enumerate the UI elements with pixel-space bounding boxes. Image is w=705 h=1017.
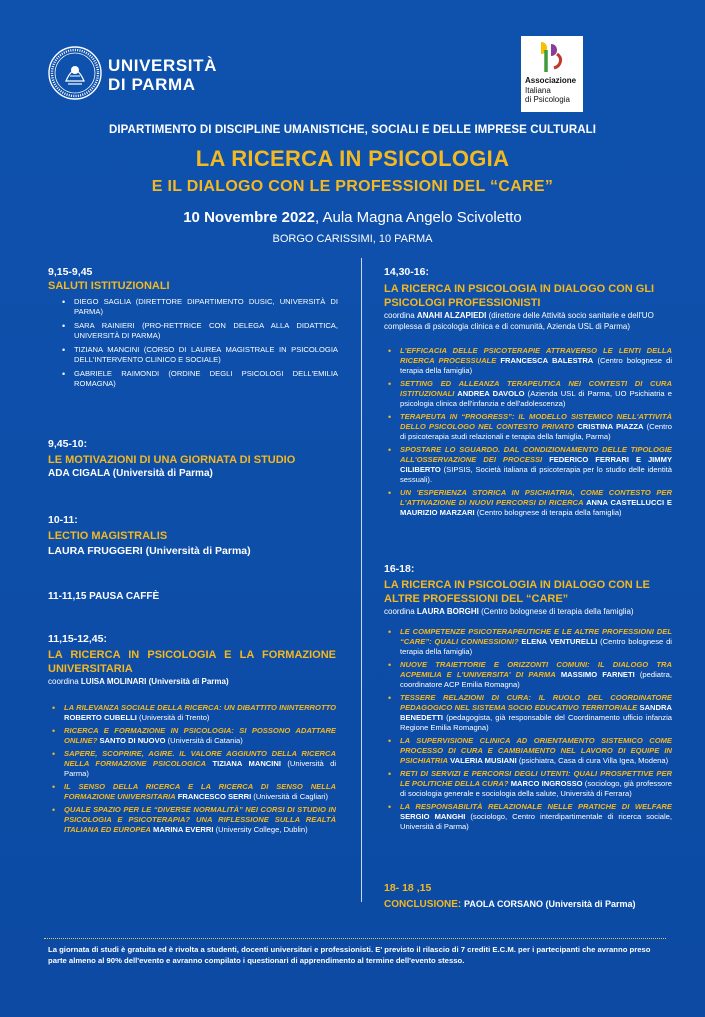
list-item [48, 805, 336, 835]
aip-name-line3: di Psicologia [525, 95, 570, 104]
talk-affiliation: (Università di Cagliari) [251, 792, 328, 801]
list-item [384, 412, 672, 442]
session-time: 9,45-10: [48, 438, 88, 450]
session-time: 16-18: [384, 563, 415, 575]
aip-name-line2: Italiana [525, 85, 551, 95]
talk-title: LA RESPONSABILITÀ RELAZIONALE NELLE PRATICHE DI WELFARE [400, 802, 672, 811]
university-name-line1: UNIVERSITÀ [108, 56, 217, 75]
talk-speaker: MASSIMO FARNETI [555, 670, 635, 679]
talk-affiliation: (Centro bolognese di terapia della famiglia) [474, 508, 622, 517]
footer-divider [44, 938, 666, 939]
session-speaker: LAURA FRUGGERI (Università di Parma) [48, 545, 251, 557]
talk-affiliation: (Centro bolognese di terapia della famiglia) [400, 637, 672, 656]
talk-affiliation: (sociologo, Centro interdipartimentale di ricerca sociale, Università di Parma) [400, 812, 672, 831]
university-name [108, 56, 217, 94]
university-seal-icon [48, 46, 102, 100]
list-item: • TIZIANA MANCINI (CORSO DI LAUREA MAGISTRALE IN PSICOLOGIA DELL'INTERVENTO CLINICO E SOCIALE) [58, 345, 338, 365]
talk-title: UN 'ESPERIENZA STORICA IN PSICHIATRIA, COME CONTESTO PER L'ATTIVAZIONE DI NUOVI PERCORSI DI RICERCA [400, 488, 672, 507]
talk-title: LA RILEVANZA SOCIALE DELLA RICERCA: UN DIBATTITO ININTERROTTO [64, 703, 336, 712]
session-saluti [48, 266, 338, 393]
list-item [384, 346, 672, 376]
session-speaker: ADA CIGALA (Università di Parma) [48, 468, 213, 479]
talk-speaker: CRISTINA PIAZZA [574, 422, 644, 431]
talk-speaker: MARCO INGROSSO [508, 779, 583, 788]
talk-title: TERAPEUTA IN “PROGRESS”: IL MODELLO SISTEMICO NELL'ATTIVITÀ DELLO PSICOLOGO NEL CONTESTO PRIVATO [400, 412, 672, 431]
session-lectio [48, 514, 338, 558]
talk-speaker: FRANCESCO SERRI [175, 792, 252, 801]
talk-affiliation: (University College, Dublin) [213, 825, 308, 834]
talk-speaker: FEDERICO FERRARI E JIMMY CILIBERTO [400, 455, 673, 474]
talk-affiliation: (SIPSIS, Società italiana di psicoterapia per lo studio delle identità sessuali). [400, 465, 672, 484]
talk-speaker: ELENA VENTURELLI [518, 637, 598, 646]
talk-title: L'EFFICACIA DELLE PSICOTERAPIE ATTRAVERSO LE LENTI DELLA RICERCA PROCESSUALE [400, 346, 672, 365]
aip-logo [521, 36, 583, 112]
list-item [384, 660, 672, 690]
talk-speaker: FRANCESCA BALESTRA [496, 356, 594, 365]
talk-speaker: TIZIANA MANCINI [206, 759, 281, 768]
session-title: LA RICERCA IN PSICOLOGIA IN DIALOGO CON GLI PSICOLOGI PROFESSIONISTI [384, 283, 655, 309]
list-item [48, 726, 336, 746]
coordinator-name: LUISA MOLINARI (Università di Parma) [80, 677, 229, 686]
session-coordinator [384, 606, 672, 617]
talk-affiliation: (Università di Catania) [165, 736, 243, 745]
talk-affiliation: (Azienda USL di Parma, UO Psichiatria e psicologia clinica dell'infanzia e dell'adolescenza) [400, 389, 672, 408]
list-item: • DIEGO SAGLIA (DIRETTORE DIPARTIMENTO DUSIC, UNIVERSITÀ DI PARMA) [58, 297, 338, 317]
session-title: LA RICERCA IN PSICOLOGIA E LA FORMAZIONE UNIVERSITARIA [48, 649, 336, 675]
session-conclusion-line [384, 897, 672, 912]
talk-title: QUALE SPAZIO PER LE “DIVERSE NORMALITÀ” NEI CORSI DI STUDIO IN PSICOLOGIA E PSICOTERAPIA? UNA RIFLESSIONE SULLA REALTÀ ITALIANA ED EUROPEA [64, 805, 336, 834]
talk-speaker: VALERIA MUSIANI [447, 756, 517, 765]
session-pausa [48, 590, 338, 603]
list-item [384, 488, 672, 518]
coordinator-name: ANAHI ALZAPIEDI [416, 311, 487, 320]
column-divider [361, 258, 362, 902]
speaker-list [48, 297, 338, 389]
session-title: CONCLUSIONE: [384, 899, 464, 910]
session-title: LECTIO MAGISTRALIS [48, 530, 168, 542]
list-item [48, 782, 336, 802]
list-item [384, 693, 672, 733]
talk-list [384, 627, 672, 832]
aip-name-line1: Associazione [525, 76, 577, 85]
session-time: 11-11,15 PAUSA CAFFÈ [48, 591, 160, 602]
session-formazione [48, 633, 336, 838]
list-item [48, 703, 336, 723]
talk-title: SAPERE, SCOPRIRE, AGIRE. IL VALORE AGGIUNTO DELLA RICERCA NELLA FORMAZIONE PSICOLOGICA [64, 749, 336, 768]
talk-affiliation: (sociologo, già professore di sociologia generale e sociologia della salute, Università di Ferrara) [400, 779, 672, 798]
session-motivazioni [48, 438, 338, 481]
list-item: • SARA RAINIERI (PRO-RETTRICE CON DELEGA ALLA DIDATTICA, UNIVERSITÀ DI PARMA) [58, 321, 338, 341]
coordinator-label: coordina [384, 607, 417, 616]
coordinator-name: LAURA BORGHI [416, 607, 479, 616]
session-time: 10-11: [48, 514, 78, 526]
session-speaker: PAOLA CORSANO (Università di Parma) [464, 899, 636, 909]
session-time: 9,15-9,45 [48, 266, 93, 278]
talk-title: RETI DI SERVIZI E PERCORSI DEGLI UTENTI: QUALI PROSPETTIVE PER LE POLITICHE DELLA CURA? [400, 769, 672, 788]
talk-affiliation: (Università di Parma) [64, 759, 337, 778]
talk-affiliation: (pediatra, coordinatore ACP Emilia Romagna) [400, 670, 672, 689]
coordinator-affiliation: (direttore delle Attività socio sanitarie e dell'UO complessa di psicologia clinica e di comunità, Azienda USL di Parma) [384, 311, 654, 331]
talk-affiliation: (Centro bolognese di terapia della famiglia) [400, 356, 673, 375]
talk-speaker: ANNA CASTELLUCCI E MAURIZIO MARZARI [400, 498, 672, 517]
university-name-line2: DI PARMA [108, 75, 196, 94]
talk-speaker: SANDRA BENEDETTI [400, 703, 672, 722]
event-date: 10 Novembre 2022 [183, 209, 315, 226]
talk-affiliation: (Centro di psicoterapia studi relazionali e terapia della famiglia, Parma) [400, 422, 673, 441]
event-date-location [0, 209, 705, 226]
session-title: SALUTI ISTITUZIONALI [48, 280, 170, 292]
talk-list [384, 346, 672, 518]
aip-mark-icon [537, 40, 565, 74]
talk-speaker: ROBERTO CUBELLI [64, 713, 137, 722]
session-conclusione [384, 882, 672, 912]
talk-affiliation: (pedagogista, già responsabile del Coordinamento ufficio infanzia Regione Emilia Romagna) [400, 713, 672, 732]
event-address: BORGO CARISSIMI, 10 PARMA [272, 233, 433, 245]
talk-title: SPOSTARE LO SGUARDO. DAL CONDIZIONAMENTO DELLE TIPOLOGIE ALL'OSSERVAZIONE DEI PROCESSI [400, 445, 672, 464]
talk-title: TESSERE RELAZIONI DI CURA: IL RUOLO DEL COORDINATORE PEDAGOGICO NEL SISTEMA SOCIO EDUCATIVO TERRITORIALE [400, 693, 672, 712]
talk-list [48, 703, 336, 835]
talk-speaker: MARINA EVERRI [150, 825, 214, 834]
talk-title: NUOVE TRAIETTORIE E ORIZZONTI COMUNI: IL DIALOGO TRA ACPEMILIA E L'UNIVERSITA' DI PARMA [400, 660, 672, 679]
coordinator-label: coordina [48, 677, 81, 686]
session-psicologi [384, 266, 672, 521]
talk-title: SETTING ED ALLEANZA TERAPEUTICA NEI CONTESTI DI CURA ISTITUZIONALI [400, 379, 672, 398]
list-item: • GABRIELE RAIMONDI (ORDINE DEGLI PSICOLOGI DELL'EMILIA ROMAGNA) [58, 369, 338, 389]
list-item [384, 445, 672, 485]
list-item [384, 379, 672, 409]
session-time: 14,30-16: [384, 266, 429, 278]
footer-note: La giornata di studi è gratuita ed è rivolta a studenti, docenti universitari e professionisti. E' previsto il rilascio di 7 crediti E.C.M. per i partecipanti che avranno preso parte almeno al 90% dell'evento e avranno compilato i questionari di apprendimento al termine dell'evento stesso. [48, 945, 651, 965]
list-item [384, 736, 672, 766]
talk-speaker: SANTO DI NUOVO [97, 736, 166, 745]
aip-name [525, 76, 576, 105]
session-title: LA RICERCA IN PSICOLOGIA IN DIALOGO CON LE ALTRE PROFESSIONI DEL “CARE” [384, 579, 650, 605]
coordinator-label: coordina [384, 311, 417, 320]
event-hall: , Aula Magna Angelo Scivoletto [314, 209, 522, 226]
list-item [384, 769, 672, 799]
event-subtitle: E IL DIALOGO CON LE PROFESSIONI DEL “CARE” [151, 178, 554, 195]
department-name: DIPARTIMENTO DI DISCIPLINE UMANISTICHE, SOCIALI E DELLE IMPRESE CULTURALI [108, 124, 597, 136]
session-title: LE MOTIVAZIONI DI UNA GIORNATA DI STUDIO [48, 454, 296, 466]
talk-speaker: SERGIO MANGHI [400, 812, 466, 821]
talk-title: RICERCA E FORMAZIONE IN PSICOLOGIA: SI POSSONO ADATTARE ONLINE? [64, 726, 336, 745]
session-coordinator [384, 310, 672, 332]
session-coordinator [48, 676, 336, 687]
talk-affiliation: (Università di Trento) [136, 713, 210, 722]
session-professioni [384, 563, 672, 835]
talk-title: LE COMPETENZE PSICOTERAPEUTICHE E LE ALTRE PROFESSIONI DEL “CARE”: QUALI CONNESSIONI? [400, 627, 672, 646]
talk-speaker: ANDREA DAVOLO [454, 389, 525, 398]
session-time: 18- 18 ,15 [384, 882, 432, 894]
talk-affiliation: (psichiatra, Casa di cura Villa Igea, Modena) [516, 756, 669, 765]
session-time: 11,15-12,45: [48, 633, 107, 645]
list-item [48, 749, 336, 779]
talk-title: LA SUPERVISIONE CLINICA AD ORIENTAMENTO SISTEMICO COME PROCESSO DI CURA E CAMBIAMENTO NEL LAVORO DI EQUIPE IN PSICHIATRIA [400, 736, 672, 765]
list-item [384, 802, 672, 832]
talk-title: IL SENSO DELLA RICERCA E LA RICERCA DI SENSO NELLA FORMAZIONE UNIVERSITARIA [64, 782, 336, 801]
list-item [384, 627, 672, 657]
coordinator-affiliation: (Centro bolognese di terapia della famiglia) [478, 607, 634, 616]
event-title: LA RICERCA IN PSICOLOGIA [195, 146, 510, 171]
